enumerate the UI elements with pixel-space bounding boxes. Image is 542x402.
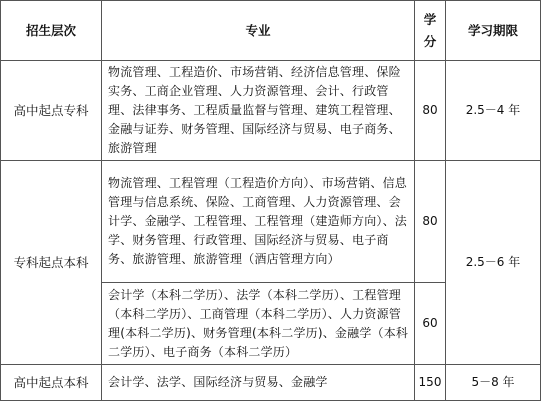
major-cell: 会计学、法学、国际经济与贸易、金融学 xyxy=(102,365,415,401)
level-cell: 高中起点本科 xyxy=(1,365,102,401)
table-row xyxy=(1,61,541,161)
major-cell: 物流管理、工程造价、市场营销、经济信息管理、保险实务、工商企业管理、人力资源管理、会计、行政管理、法律事务、工程质量监督与管理、建筑工程管理、金融与证券、财务管理、国际经济与贸易、电子商务、旅游管理 xyxy=(102,61,415,161)
period-cell: 2.5－6 年 xyxy=(446,161,541,365)
table-row xyxy=(1,161,541,283)
header-credit-line1: 学 xyxy=(423,11,437,27)
header-credit-line2: 分 xyxy=(423,33,437,49)
major-cell: 会计学（本科二学历）、法学（本科二学历）、工程管理（本科二学历）、工商管理（本科二学历）、人力资源管理(本科二学历)、财务管理(本科二学历)、金融学（本科二学历）、电子商务（本科二学历） xyxy=(102,283,415,365)
header-major: 专业 xyxy=(102,1,415,61)
header-period: 学习期限 xyxy=(446,1,541,61)
credit-cell: 150 xyxy=(415,365,446,401)
credit-cell: 60 xyxy=(415,283,446,365)
level-cell: 专科起点本科 xyxy=(1,161,102,365)
period-cell: 2.5－4 年 xyxy=(446,61,541,161)
header-credit xyxy=(415,1,446,61)
major-cell: 物流管理、工程管理（工程造价方向）、市场营销、信息管理与信息系统、保险、工商管理、人力资源管理、会计学、金融学、工程管理、工程管理（建造师方向）、法学、财务管理、行政管理、国际经济与贸易、电子商务、旅游管理、旅游管理（酒店管理方向） xyxy=(102,161,415,283)
header-level: 招生层次 xyxy=(1,1,102,61)
period-cell: 5－8 年 xyxy=(446,365,541,401)
table-row xyxy=(1,365,541,401)
table-header-row xyxy=(1,1,541,61)
credit-cell: 80 xyxy=(415,61,446,161)
credit-cell: 80 xyxy=(415,161,446,283)
level-cell: 高中起点专科 xyxy=(1,61,102,161)
